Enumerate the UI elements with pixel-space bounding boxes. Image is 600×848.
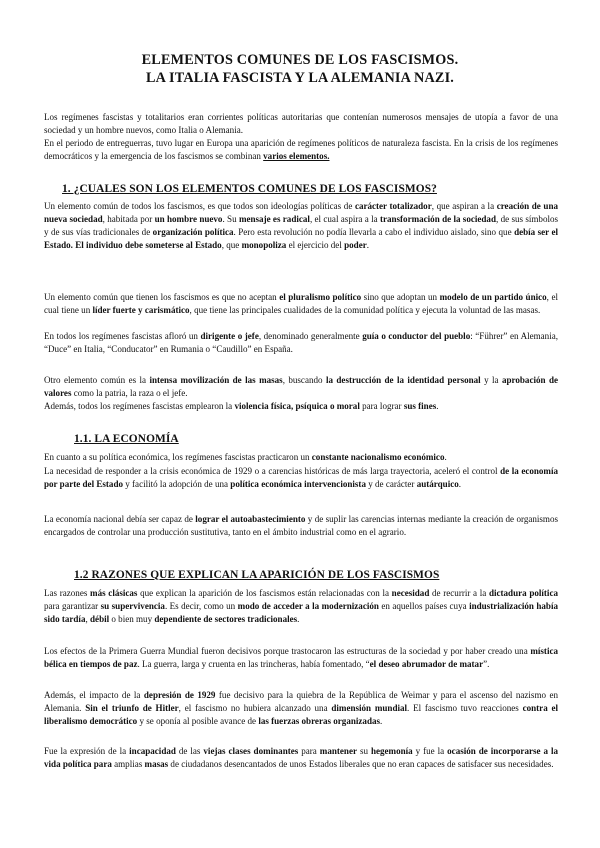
section-1-2-paragraph-4: Fue la expresión de la incapacidad de las viejas clases dominantes para mantener su hegemonía y fue la ocasión de incorporarse a la vida política para amplias masas de ciudadanos desencantados de unos Estados liberales que no eran capaces de satisfacer sus necesidades. (44, 746, 559, 770)
section-1-1-paragraph-2: La necesidad de responder a la crisis económica de 1929 o a carencias históricas de más larga trayectoria, aceleró el control de la economía por parte del Estado y facilitó la adopción de una política económica intervencionista y de carácter autárquico. (44, 466, 558, 490)
document-title-line-1: ELEMENTOS COMUNES DE LOS FASCISMOS. (141, 52, 459, 68)
section-1-paragraph-5: Además, todos los regímenes fascistas emplearon la violencia física, psíquica o moral para lograr sus fines. (44, 401, 439, 411)
intro-paragraph-1: Los regímenes fascistas y totalitarios eran corrientes políticas autoritarias que contenían numerosos mensajes de utopía a favor de una sociedad y un hombre nuevos, como Italia o Alemania. (44, 112, 558, 136)
section-1-paragraph-4: Otro elemento común es la intensa movilización de las masas, buscando la destrucción de la identidad personal y la aprobación de valores como la patria, la raza o el jefe. (44, 375, 558, 399)
section-1-2-paragraph-3: Además, el impacto de la depresión de 1929 fue decisivo para la quiebra de la República de Weimar y para el ascenso del nazismo en Alemania. Sin el triunfo de Hitler, el fascismo no hubiera alcanzado una dimensión mundial. El fascismo tuvo reacciones contra el liberalismo democrático y se oponía al posible avance de las fuerzas obreras organizadas. (44, 690, 559, 727)
section-1-1-heading: 1.1. LA ECONOMÍA (74, 433, 179, 445)
section-1-heading: 1. ¿CUALES SON LOS ELEMENTOS COMUNES DE LOS FASCISMOS? (62, 183, 437, 195)
section-1-2-paragraph-2: Los efectos de la Primera Guerra Mundial fueron decisivos porque trastocaron las estructuras de la sociedad y por haber creado una mística bélica en tiempos de paz. La guerra, larga y cruenta en las trincheras, había fomentado, “el deseo abrumador de matar”. (44, 646, 558, 670)
section-1-paragraph-1: Un elemento común de todos los fascismos, es que todos son ideologías políticas de carácter totalizador, que aspiran a la creación de una nueva sociedad, habitada por un hombre nuevo. Su mensaje es radical, el cual aspira a la transformación de la sociedad, de sus símbolos y de sus vías tradicionales de organización política. Pero esta revolución no podía llevarla a cabo el individuo aislado, sino que debía ser el Estado. El individuo debe someterse al Estado, que monopoliza el ejercicio del poder. (44, 201, 559, 251)
section-1-2-heading: 1.2 RAZONES QUE EXPLICAN LA APARICIÓN DE LOS FASCISMOS (74, 569, 440, 581)
document-title-line-2: LA ITALIA FASCISTA Y LA ALEMANIA NAZI. (145, 70, 455, 86)
section-1-1-paragraph-3: La economía nacional debía ser capaz de lograr el autoabastecimiento y de suplir las carencias internas mediante la creación de organismos encargados de controlar una producción sustitutiva, tanto en el ámbito industrial como en el agrario. (44, 514, 558, 538)
section-1-paragraph-2: Un elemento común que tienen los fascismos es que no aceptan el pluralismo político sino que adoptan un modelo de un partido único, el cual tiene un líder fuerte y carismático, que tiene las principales cualidades de la comunidad política y ejecuta la voluntad de las masas. (44, 292, 558, 316)
section-1-paragraph-3: En todos los regímenes fascistas afloró un dirigente o jefe, denominado generalmente guía o conductor del pueblo: “Führer” en Alemania, “Duce” en Italia, “Conducator” en Rumania o “Caudillo” en España. (44, 331, 558, 355)
intro-paragraph-2: En el periodo de entreguerras, tuvo lugar en Europa una aparición de regímenes políticos de naturaleza fascista. En la crisis de los regímenes democráticos y la emergencia de los fascismos se combinan varios elementos. (44, 138, 558, 162)
section-1-1-paragraph-1: En cuanto a su política económica, los regímenes fascistas practicaron un constante nacionalismo económico. (44, 452, 447, 462)
section-1-2-paragraph-1: Las razones más clásicas que explican la aparición de los fascismos están relacionadas con la necesidad de recurrir a la dictadura política para garantizar su supervivencia. Es decir, como un modo de acceder a la modernización en aquellos países cuya industrialización había sido tardía, débil o bien muy dependiente de sectores tradicionales. (44, 588, 558, 625)
